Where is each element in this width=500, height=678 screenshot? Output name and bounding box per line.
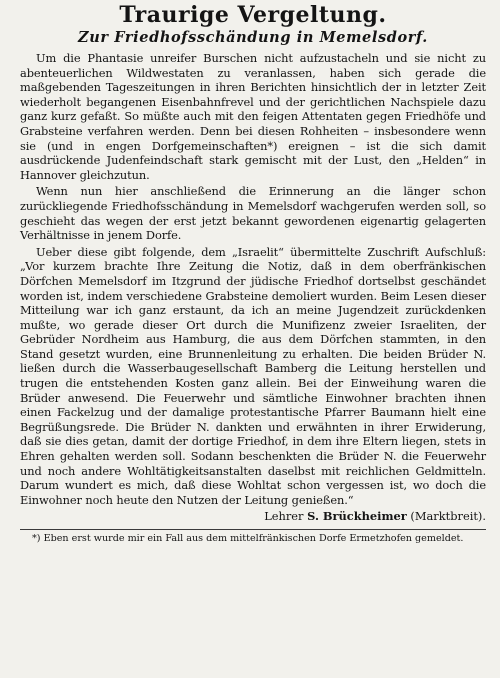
footnote-divider: [20, 529, 486, 530]
paragraph-2: Wenn nun hier anschließend die Erinnerung an die länger schon zurückliegende Friedhofsschändung in Memelsdorf wachgerufen werden soll, so geschieht das wegen der erst jetzt bekannt gewordenen eigenartig gelagerten Verhältnisse in jenem Dorfe.: [20, 184, 486, 243]
signature-prefix: Lehrer: [264, 509, 304, 524]
paragraph-3: Ueber diese gibt folgende, dem „Israelit“ übermittelte Zuschrift Aufschluß: „Vor kurzem brachte Ihre Zeitung die Notiz, daß in dem oberfränkischen Dörfchen Memelsdorf im Itzgrund der jüdische Friedhof dortselbst geschändet worden ist, indem verschiedene Grabsteine demoliert wurden. Beim Lesen dieser Mitteilung war ich ganz erstaunt, da ich an meine Jugendzeit zurückdenken mußte, wo gerade dieser Ort durch die Munifizenz zweier Israeliten, der Gebrüder Nordheim aus Hamburg, die aus dem Dörfchen stammten, in den Stand gesetzt wurden, eine Brunnenleitung zu erhalten. Die beiden Brüder N. ließen durch die Wasserbaugesellschaft Bamberg die Leitung herstellen und trugen die entstehenden Kosten ganz allein. Bei der Einweihung waren die Brüder anwesend. Die Feuerwehr und sämtliche Einwohner brachten ihnen einen Fackelzug und der damalige protestantische Pfarrer Baumann hielt eine Begrüßungsrede. Die Brüder N. dankten und erwähnten in ihrer Erwiderung, daß sie dies getan, damit der dortige Friedhof, in dem ihre Eltern liegen, stets in Ehren gehalten werden soll. Sodann beschenkten die Brüder N. die Feuerwehr und noch andere Wohltätigkeitsanstalten daselbst mit reichlichen Geldmitteln. Darum wundert es mich, daß diese Wohltat schon vergessen ist, wo doch die Einwohner noch heute den Nutzen der Leitung genießen.“: [20, 244, 486, 507]
signature: [20, 509, 486, 524]
article-title: Traurige Vergeltung.: [119, 2, 387, 28]
signature-name: S. Brückheimer: [307, 509, 407, 524]
paragraph-1: Um die Phantasie unreifer Burschen nicht aufzustacheln und sie nicht zu abenteuerlichen Wildwestaten zu veranlassen, haben sich gerade die maßgebenden Tageszeitungen in ihren Berichten hinsichtlich der in letzter Zeit wiederholt begangenen Eisenbahnfrevel und der gerichtlichen Nachspiele dazu ganz kurz gefaßt. So müßte auch mit den feigen Attentaten gegen Friedhöfe und Grabsteine verfahren werden. Denn bei diesen Rohheiten – insbesondere wenn sie (und in engen Dorfgemeinschaften*) ereignen – ist die sich damit ausdrückende Judenfeindschaft stark gemischt mit der Lust, den „Helden“ in Hannover gleichzutun.: [20, 51, 486, 182]
article-subtitle: Zur Friedhofsschändung in Memelsdorf.: [78, 29, 428, 46]
footnote: *) Eben erst wurde mir ein Fall aus dem mittelfränkischen Dorfe Ermetzhofen gemeldet.: [32, 533, 464, 544]
article-body: [20, 51, 486, 507]
signature-place: (Marktbreit).: [410, 509, 486, 524]
